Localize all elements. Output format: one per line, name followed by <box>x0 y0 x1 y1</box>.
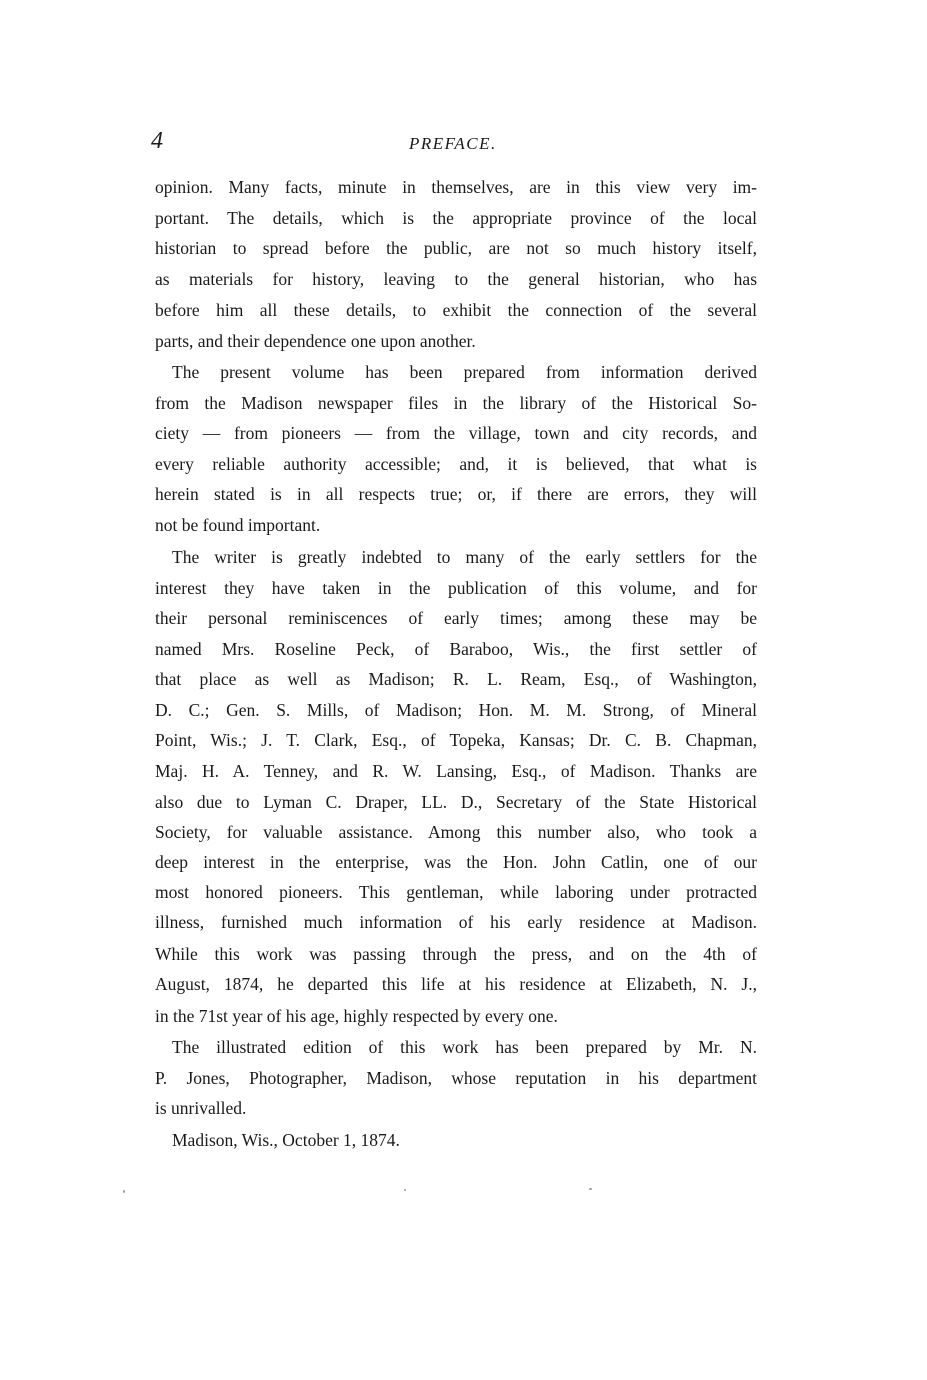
running-head: PREFACE. <box>409 134 497 153</box>
text-line: their personal reminiscences of early times; among these may be <box>155 608 757 628</box>
text-line: as materials for history, leaving to the general historian, who has <box>155 269 757 289</box>
text-line: Society, for valuable assistance. Among this number also, who took a <box>155 822 757 842</box>
text-line: P. Jones, Photographer, Madison, whose reputation in his department <box>155 1068 757 1088</box>
text-line: every reliable authority accessible; and, it is believed, that what is <box>155 454 757 474</box>
text-line: Maj. H. A. Tenney, and R. W. Lansing, Esq., of Madison. Thanks are <box>155 761 757 781</box>
text-line: also due to Lyman C. Draper, LL. D., Secretary of the State Historical <box>155 792 757 812</box>
text-line: in the 71st year of his age, highly respected by every one. <box>155 1006 558 1026</box>
text-line: parts, and their dependence one upon another. <box>155 331 476 351</box>
page-number: 4 <box>151 128 163 154</box>
text-line: D. C.; Gen. S. Mills, of Madison; Hon. M. M. Strong, of Mineral <box>155 700 757 720</box>
text-line: not be found important. <box>155 515 321 535</box>
specks <box>589 1188 592 1190</box>
specks <box>404 1189 406 1191</box>
dateline: Madison, Wis., October 1, 1874. <box>172 1130 400 1150</box>
text-line: before him all these details, to exhibit the connection of the several <box>155 300 757 320</box>
text-line: from the Madison newspaper files in the library of the Historical So- <box>155 393 757 413</box>
text-line: deep interest in the enterprise, was the Hon. John Catlin, one of our <box>155 852 757 872</box>
text-line: ciety — from pioneers — from the village, town and city records, and <box>155 423 757 443</box>
text-line: The present volume has been prepared from information derived <box>172 362 757 382</box>
text-line: Point, Wis.; J. T. Clark, Esq., of Topeka, Kansas; Dr. C. B. Chapman, <box>155 730 757 750</box>
text-line: named Mrs. Roseline Peck, of Baraboo, Wis., the first settler of <box>155 639 757 659</box>
text-line: most honored pioneers. This gentleman, while laboring under protracted <box>155 882 757 902</box>
text-line: The writer is greatly indebted to many of the early settlers for the <box>172 547 757 567</box>
text-line: herein stated is in all respects true; or, if there are errors, they will <box>155 484 757 504</box>
text-line: portant. The details, which is the appropriate province of the local <box>155 208 757 228</box>
text-line: August, 1874, he departed this life at his residence at Elizabeth, N. J., <box>155 974 757 994</box>
text-line: is unrivalled. <box>155 1098 247 1118</box>
text-line: While this work was passing through the press, and on the 4th of <box>155 944 757 964</box>
text-line: opinion. Many facts, minute in themselves, are in this view very im- <box>155 177 757 197</box>
text-line: that place as well as Madison; R. L. Ream, Esq., of Washington, <box>155 669 757 689</box>
text-line: historian to spread before the public, are not so much history itself, <box>155 238 757 258</box>
text-line: interest they have taken in the publication of this volume, and for <box>155 578 757 598</box>
text-line: The illustrated edition of this work has been prepared by Mr. N. <box>172 1037 757 1057</box>
text-line: illness, furnished much information of his early residence at Madison. <box>155 912 757 932</box>
specks <box>123 1190 125 1193</box>
